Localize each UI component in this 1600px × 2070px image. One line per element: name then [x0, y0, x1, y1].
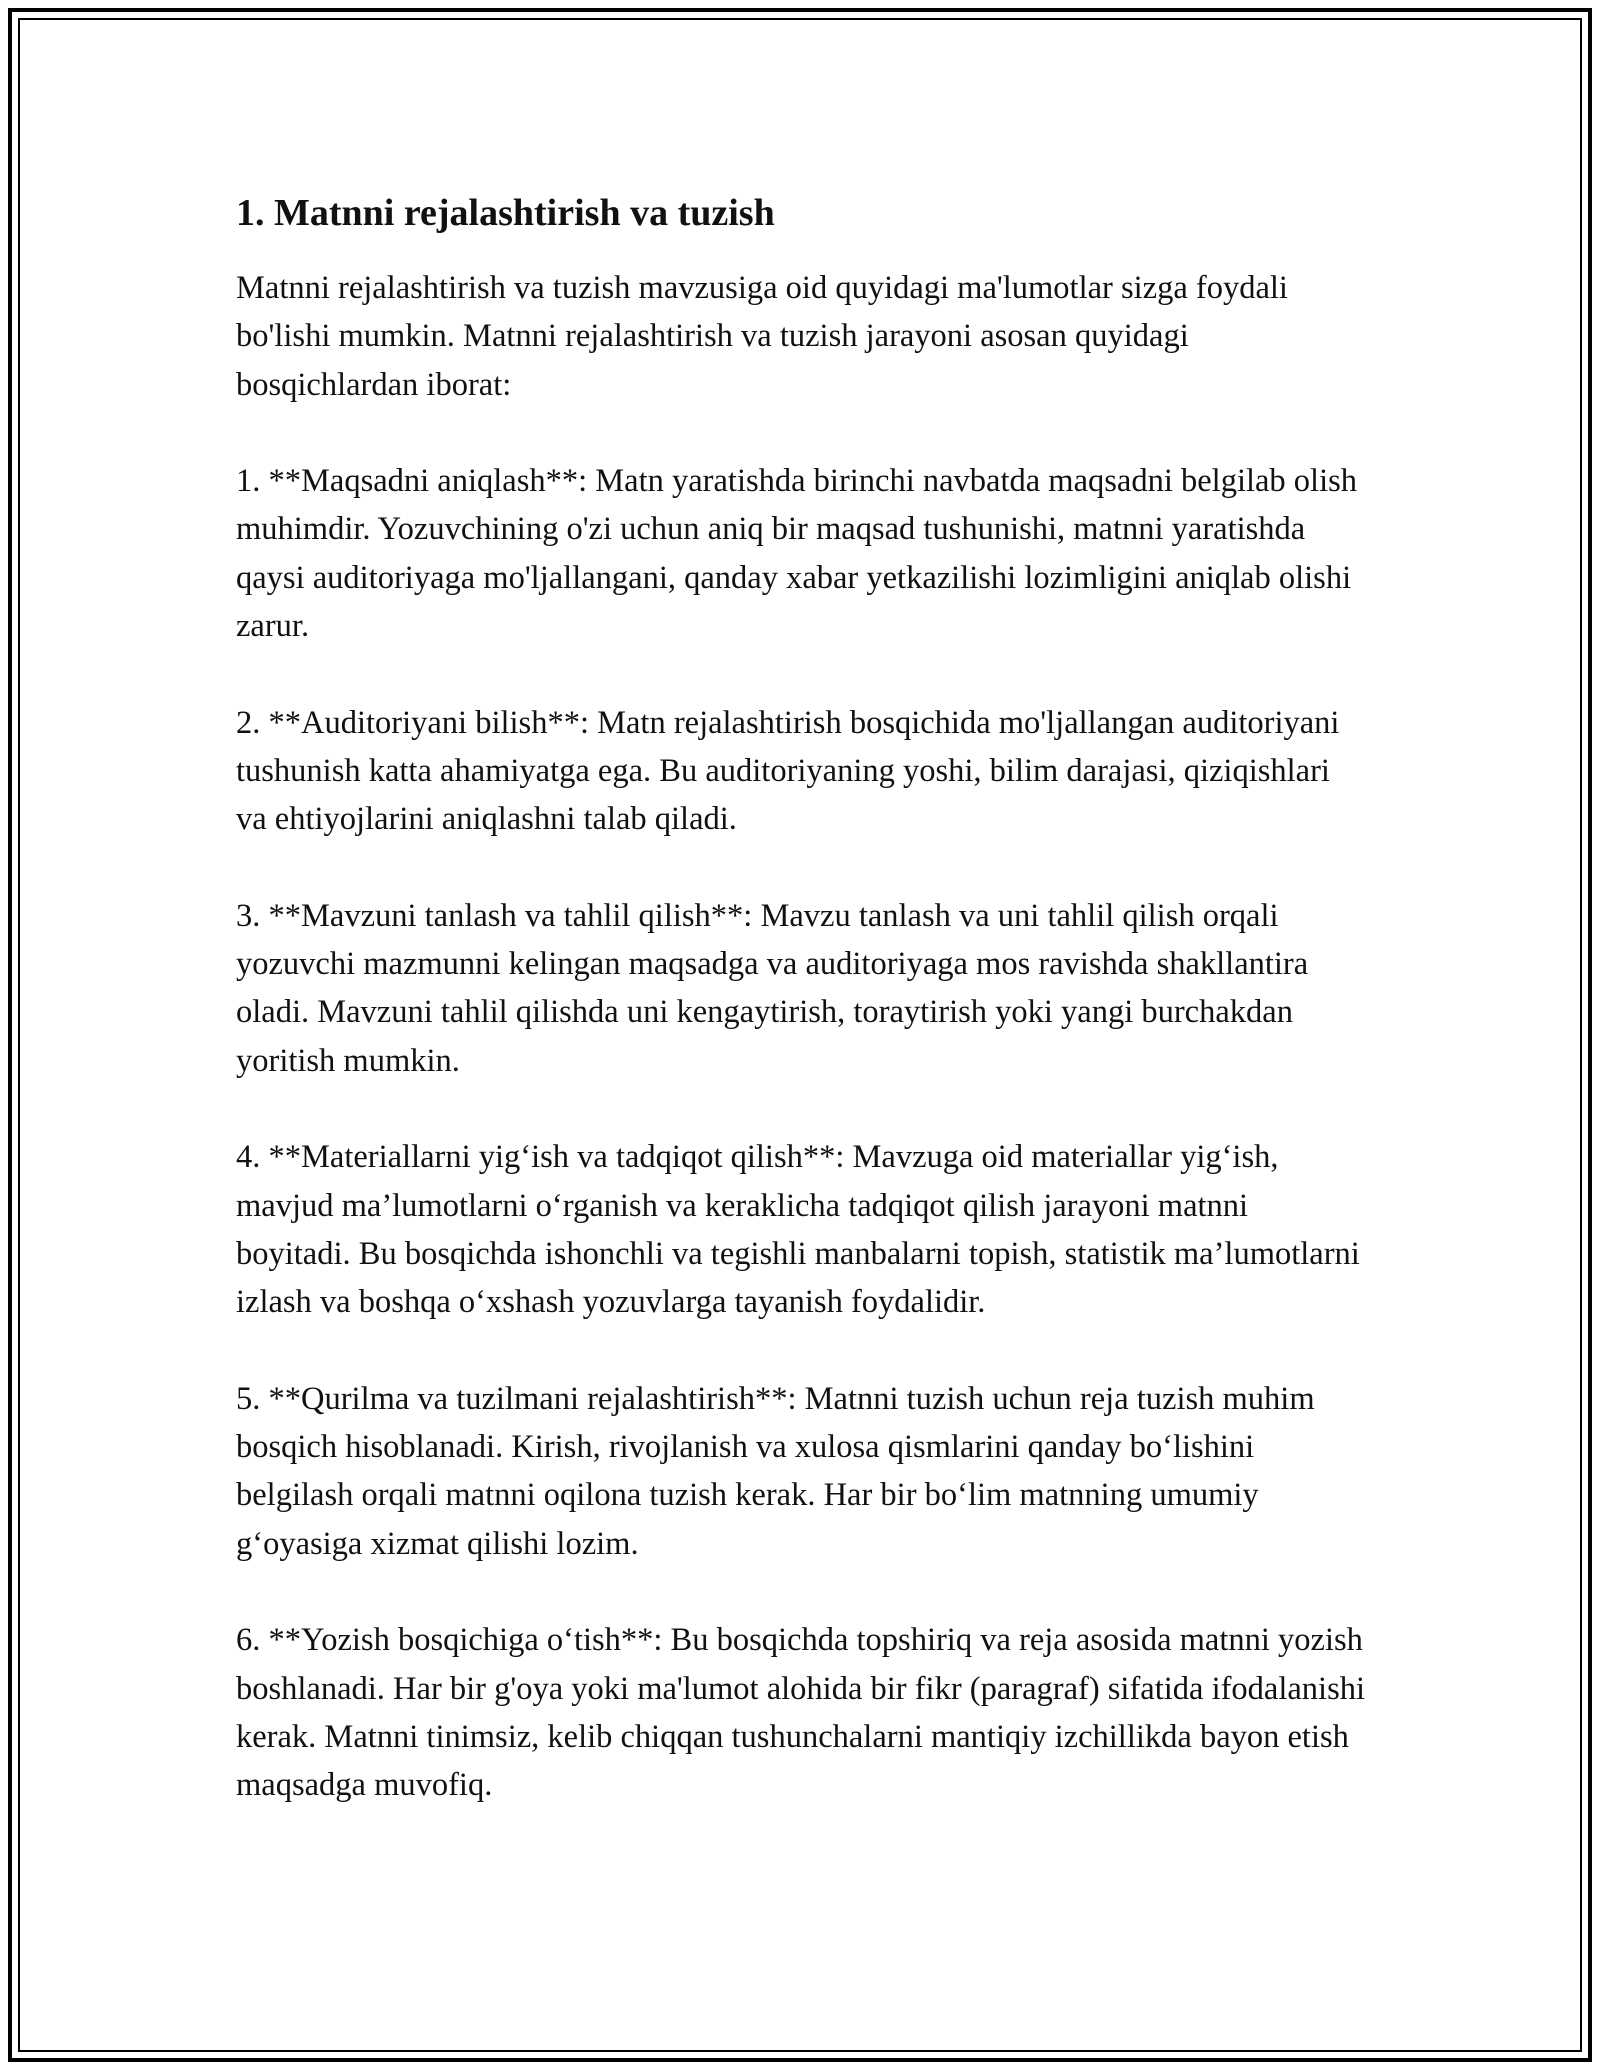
document-title: 1. Matnni rejalashtirish va tuzish	[236, 192, 775, 234]
step-1-paragraph: 1. **Maqsadni aniqlash**: Matn yaratishda birinchi navbatda maqsadni belgilab olish muhimdir. Yozuvchining o'zi uchun aniq bir maqsad tushunishi, matnni yaratishda qaysi auditoriyaga mo'ljallangani, qanday xabar yetkazilishi lozimligini aniqlab olishi zarur.	[236, 463, 1358, 645]
step-4-paragraph: 4. **Materiallarni yig‘ish va tadqiqot qilish**: Mavzuga oid materiallar yig‘ish, mavjud ma’lumotlarni o‘rganish va keraklicha tadqiqot qilish jarayoni matnni boyitadi. Bu bosqichda ishonchli va tegishli manbalarni topish, statistik ma’lumotlarni izlash va boshqa o‘xshash yozuvlarga tayanish foydalidir.	[236, 1139, 1360, 1321]
step-5-paragraph: 5. **Qurilma va tuzilmani rejalashtirish**: Matnni tuzish uchun reja tuzish muhim bosqich hisoblanadi. Kirish, rivojlanish va xulosa qismlarini qanday bo‘lishini belgilash orqali matnni oqilona tuzish kerak. Har bir bo‘lim matnning umumiy g‘oyasiga xizmat qilishi lozim.	[236, 1380, 1315, 1562]
step-6-paragraph: 6. **Yozish bosqichiga o‘tish**: Bu bosqichda topshiriq va reja asosida matnni yozish boshlanadi. Har bir g'oya yoki ma'lumot alohida bir fikr (paragraf) sifatida ifodalanishi kerak. Matnni tinimsiz, kelib chiqqan tushunchalarni mantiqiy izchillikda bayon etish maqsadga muvofiq.	[236, 1622, 1366, 1804]
step-2-paragraph: 2. **Auditoriyani bilish**: Matn rejalashtirish bosqichida mo'ljallangan auditoriyani tushunish katta ahamiyatga ega. Bu auditoriyaning yoshi, bilim darajasi, qiziqishlari va ehtiyojlarini aniqlashni talab qiladi.	[236, 704, 1340, 838]
document-body	[236, 186, 1366, 1858]
intro-paragraph: Matnni rejalashtirish va tuzish mavzusiga oid quyidagi ma'lumotlar sizga foydali bo'lishi mumkin. Matnni rejalashtirish va tuzish jarayoni asosan quyidagi bosqichlardan iborat:	[236, 270, 1288, 403]
step-3-paragraph: 3. **Mavzuni tanlash va tahlil qilish**: Mavzu tanlash va uni tahlil qilish orqali yozuvchi mazmunni kelingan maqsadga va auditoriyaga mos ravishda shakllantira oladi. Mavzuni tahlil qilishda uni kengaytirish, toraytirish yoki yangi burchakdan yoritish mumkin.	[236, 897, 1309, 1079]
